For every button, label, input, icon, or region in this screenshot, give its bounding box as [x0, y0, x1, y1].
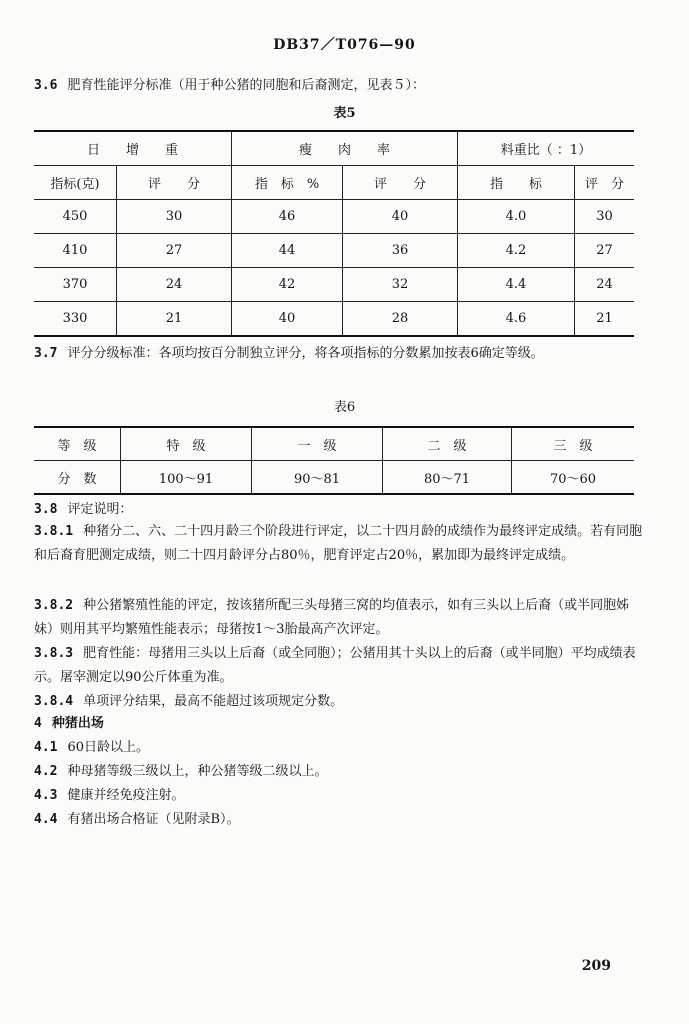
table-cell: 4.2	[458, 234, 575, 268]
section-3-8-1	[34, 520, 646, 568]
table6-header: 等 级	[34, 427, 121, 461]
table-row	[34, 268, 634, 302]
table-cell: 330	[34, 302, 117, 337]
table-cell: 28	[343, 302, 458, 337]
table-cell: 4.6	[458, 302, 575, 337]
section-4-3	[34, 784, 646, 808]
table-cell: 4.0	[458, 200, 575, 234]
table5	[34, 130, 634, 337]
table5-caption: 表5	[333, 106, 356, 121]
section-text: 有猪出场合格证（见附录B）。	[67, 812, 240, 827]
section-number: 3.8	[34, 502, 58, 517]
section-number: 3.6	[34, 78, 58, 93]
section-number: 4	[34, 716, 42, 731]
table-cell: 30	[117, 200, 232, 234]
table5-group-feed-ratio: 料重比（ ：1）	[458, 131, 635, 166]
table-cell: 27	[117, 234, 232, 268]
table6-header: 二 级	[383, 427, 512, 461]
table-cell: 24	[575, 268, 635, 302]
table5-subheader: 指标(克)	[34, 166, 117, 200]
section-text: 评分分级标准：各项均按百分制独立评分，将各项指标的分数累加按表6确定等级。	[67, 346, 544, 361]
section-text: 单项评分结果，最高不能超过该项规定分数。	[83, 694, 344, 709]
table-row	[34, 302, 634, 337]
table-row	[34, 234, 634, 268]
section-text: 种公猪繁殖性能的评定，按该猪所配三头母猪三窝的均值表示，如有三头以上后裔（或半同胞姊妹）则用其平均繁殖性能表示；母猪按1～3胎最高产次评定。	[34, 598, 630, 637]
table-cell: 40	[343, 200, 458, 234]
table-row	[34, 461, 634, 495]
table-cell: 100～91	[121, 461, 252, 495]
section-3-8-3	[34, 642, 646, 690]
table-cell: 30	[575, 200, 635, 234]
table6	[34, 426, 634, 495]
table6-header: 三 级	[512, 427, 635, 461]
table-cell: 24	[117, 268, 232, 302]
document-header: DB37／T076—90	[273, 37, 416, 53]
section-number: 3.8.2	[34, 598, 74, 613]
table5-subheader: 指 标	[458, 166, 575, 200]
table-cell: 410	[34, 234, 117, 268]
table5-group-row	[34, 131, 634, 166]
section-3-7	[34, 342, 646, 366]
section-3-8	[34, 498, 646, 522]
section-number: 3.8.4	[34, 694, 74, 709]
section-text: 评定说明：	[67, 502, 133, 517]
table-cell: 70～60	[512, 461, 635, 495]
table-cell: 90～81	[252, 461, 383, 495]
section-text: 肥育性能：母猪用三头以上后裔（或全同胞）；公猪用其十头以上的后裔（或半同胞）平均成绩表示。屠宰测定以90公斤体重为准。	[34, 646, 636, 685]
section-text: 种母猪等级三级以上，种公猪等级二级以上。	[67, 764, 328, 779]
table6-header: 一 级	[252, 427, 383, 461]
section-heading: 种猪出场	[51, 716, 104, 731]
section-number: 4.3	[34, 788, 58, 803]
section-number: 4.2	[34, 764, 58, 779]
table5-group-daily-gain: 日 增 重	[34, 131, 232, 166]
table-cell: 36	[343, 234, 458, 268]
table-cell: 分 数	[34, 461, 121, 495]
section-4	[34, 712, 646, 736]
table-row	[34, 200, 634, 234]
section-text: 健康并经免疫注射。	[67, 788, 185, 803]
section-number: 3.8.1	[34, 524, 74, 539]
table5-group-lean-rate: 瘦 肉 率	[232, 131, 458, 166]
section-text: 60日龄以上。	[67, 740, 150, 755]
table6-header-row	[34, 427, 634, 461]
table-cell: 40	[232, 302, 343, 337]
table-cell: 46	[232, 200, 343, 234]
table-cell: 4.4	[458, 268, 575, 302]
table-cell: 370	[34, 268, 117, 302]
section-number: 4.4	[34, 812, 58, 827]
section-3-6	[34, 74, 646, 98]
table-cell: 450	[34, 200, 117, 234]
table5-subheader: 评 分	[117, 166, 232, 200]
section-text: 种猪分二、六、二十四月龄三个阶段进行评定，以二十四月龄的成绩作为最终评定成绩。若有同胞和后裔育肥测定成绩，则二十四月龄评分占80％，肥育评定占20％，累加即为最终评定成绩。	[34, 524, 643, 563]
table6-caption: 表6	[333, 400, 356, 415]
table-cell: 32	[343, 268, 458, 302]
section-3-8-2	[34, 594, 646, 642]
section-4-4	[34, 808, 646, 832]
table-cell: 44	[232, 234, 343, 268]
section-3-8-4	[34, 690, 646, 714]
section-4-2	[34, 760, 646, 784]
table5-subheader: 指 标 %	[232, 166, 343, 200]
table-cell: 42	[232, 268, 343, 302]
table5-subheader: 评 分	[343, 166, 458, 200]
table6-header: 特 级	[121, 427, 252, 461]
table-cell: 21	[575, 302, 635, 337]
table-cell: 21	[117, 302, 232, 337]
table-cell: 80～71	[383, 461, 512, 495]
section-4-1	[34, 736, 646, 760]
section-text: 肥育性能评分标准（用于种公猪的同胞和后裔测定，见表５）：	[67, 78, 425, 93]
page-number: 209	[581, 958, 611, 974]
table-cell: 27	[575, 234, 635, 268]
table5-subheader-row	[34, 166, 634, 200]
table5-subheader: 评 分	[575, 166, 635, 200]
section-number: 3.7	[34, 346, 58, 361]
section-number: 3.8.3	[34, 646, 74, 661]
section-number: 4.1	[34, 740, 58, 755]
